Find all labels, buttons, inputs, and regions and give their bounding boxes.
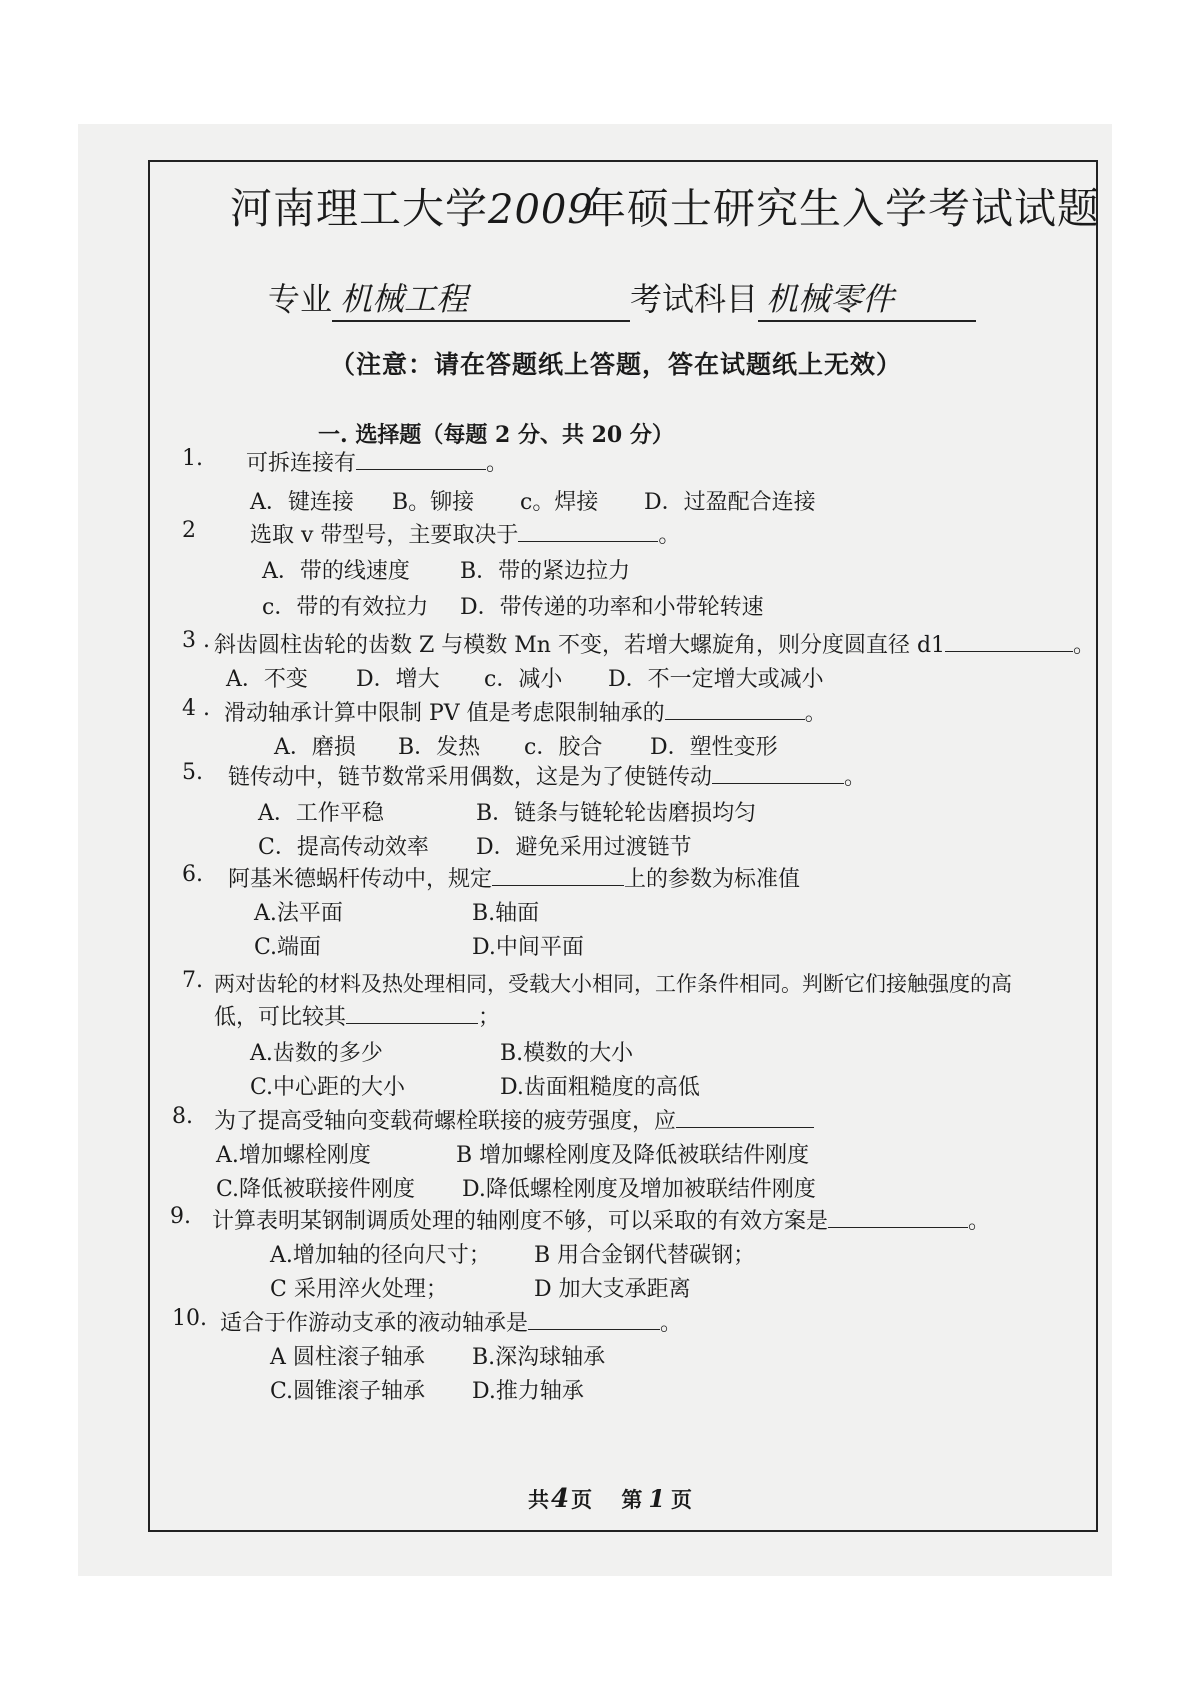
option: c．带的有效拉力: [262, 595, 429, 620]
question-number: 10.: [172, 1306, 207, 1331]
question-number: 3 .: [182, 628, 210, 653]
section-title: 一. 选择题（每题 2 分、共 20 分）: [318, 422, 674, 448]
option: B.轴面: [472, 901, 540, 926]
option: D.齿面粗糙度的高低: [500, 1075, 700, 1100]
option: C.中心距的大小: [250, 1075, 406, 1100]
answer-blank[interactable]: [346, 1005, 478, 1024]
option: B.深沟球轴承: [472, 1345, 606, 1370]
question-text: 为了提高受轴向变载荷螺栓联接的疲劳强度，应: [214, 1104, 814, 1135]
question-text: 滑动轴承计算中限制 PV 值是考虑限制轴承的 。: [224, 701, 827, 726]
question-number: 4 .: [182, 696, 210, 721]
answer-blank[interactable]: [665, 701, 805, 720]
option: D.中间平面: [472, 935, 584, 960]
question-text: 计算表明某钢制调质处理的轴刚度不够，可以采取的有效方案是 。: [212, 1209, 991, 1234]
answer-blank[interactable]: [945, 633, 1073, 652]
option: c。焊接: [520, 490, 599, 515]
question-number: 2: [182, 518, 196, 543]
question-text: 选取 v 带型号，主要取决于 。: [250, 523, 681, 548]
option: A.法平面: [254, 901, 343, 926]
subject-label: 考试科目: [630, 280, 759, 318]
subject-value: 机械零件: [758, 274, 976, 322]
option: B。铆接: [392, 490, 475, 515]
option: B．发热: [398, 735, 481, 760]
question-number: 8.: [172, 1104, 193, 1129]
major-row: [268, 274, 976, 322]
answer-blank[interactable]: [528, 1311, 660, 1330]
option: A．不变: [226, 667, 308, 692]
exam-title: [230, 176, 1100, 236]
answer-blank[interactable]: [518, 523, 658, 542]
title-prefix: 河南理工大学: [230, 184, 489, 233]
question-text: 适合于作游动支承的液动轴承是 。: [220, 1311, 683, 1336]
option: c．减小: [484, 667, 563, 692]
option: D．增大: [356, 667, 440, 692]
question-number: 5.: [182, 760, 203, 785]
major-label: 专业: [268, 280, 333, 318]
option: A．工作平稳: [258, 801, 384, 826]
total-pages: 4: [551, 1484, 570, 1514]
option: A．键连接: [250, 490, 354, 515]
option: A 圆柱滚子轴承: [270, 1345, 425, 1370]
option: c．胶合: [524, 735, 603, 760]
answer-blank[interactable]: [828, 1209, 968, 1228]
option: D．不一定增大或减小: [608, 667, 824, 692]
question-number: 7.: [182, 968, 203, 993]
option: D．带传递的功率和小带轮转速: [460, 595, 764, 620]
question-text: 低，可比较其: [214, 1005, 347, 1030]
option: D.推力轴承: [472, 1379, 584, 1404]
option: B 增加螺栓刚度及降低被联结件刚度: [456, 1143, 810, 1168]
question-text: 斜齿圆柱齿轮的齿数 Z 与模数 Mn 不变，若增大螺旋角，则分度圆直径 d1 。: [214, 633, 1096, 658]
question-text: 两对齿轮的材料及热处理相同，受载大小相同，工作条件相同。判断它们接触强度的高: [214, 972, 1012, 996]
option: D 加大支承距离: [534, 1277, 691, 1302]
option: A.增加螺栓刚度: [216, 1143, 371, 1168]
exam-notice: （注意：请在答题纸上答题，答在试题纸上无效）: [330, 350, 903, 379]
question-number: 9.: [170, 1204, 191, 1229]
option: C 采用淬火处理；: [270, 1277, 448, 1302]
major-value: 机械工程: [332, 274, 630, 322]
option: B．带的紧边拉力: [460, 559, 631, 584]
handwritten-year: 2009: [488, 187, 594, 233]
answer-blank[interactable]: [712, 765, 844, 784]
question-text: 可拆连接有 。: [246, 451, 509, 476]
option: C.端面: [254, 935, 322, 960]
option: A．带的线速度: [262, 559, 410, 584]
question-text: 链传动中，链节数常采用偶数，这是为了使链传动 。: [228, 765, 867, 790]
question-number: 1.: [182, 446, 203, 471]
option: D．避免采用过渡链节: [476, 835, 692, 860]
answer-blank[interactable]: [676, 1109, 814, 1128]
page-number: 1: [648, 1484, 666, 1513]
option: A.齿数的多少: [250, 1041, 383, 1066]
option: B.模数的大小: [500, 1041, 634, 1066]
answer-blank[interactable]: [492, 867, 624, 886]
answer-blank[interactable]: [356, 451, 486, 470]
option: C.降低被联接件刚度: [216, 1177, 416, 1202]
question-text: 阿基米德蜗杆传动中，规定 上的参数为标准值: [228, 867, 801, 892]
option: D．过盈配合连接: [644, 490, 816, 515]
option: B 用合金钢代替碳钢；: [534, 1243, 756, 1268]
option: D．塑性变形: [650, 735, 778, 760]
question-number: 6.: [182, 862, 203, 887]
option: D.降低螺栓刚度及增加被联结件刚度: [462, 1177, 816, 1202]
option: C.圆锥滚子轴承: [270, 1379, 426, 1404]
option: A．磨损: [274, 735, 356, 760]
title-suffix: 年硕士研究生入学考试试题: [584, 184, 1101, 233]
option: A.增加轴的径向尺寸；: [270, 1243, 491, 1268]
option: B．链条与链轮轮齿磨损均匀: [476, 801, 757, 826]
page-footer: 共4页 第 1 页: [528, 1484, 693, 1514]
option: C．提高传动效率: [258, 835, 429, 860]
